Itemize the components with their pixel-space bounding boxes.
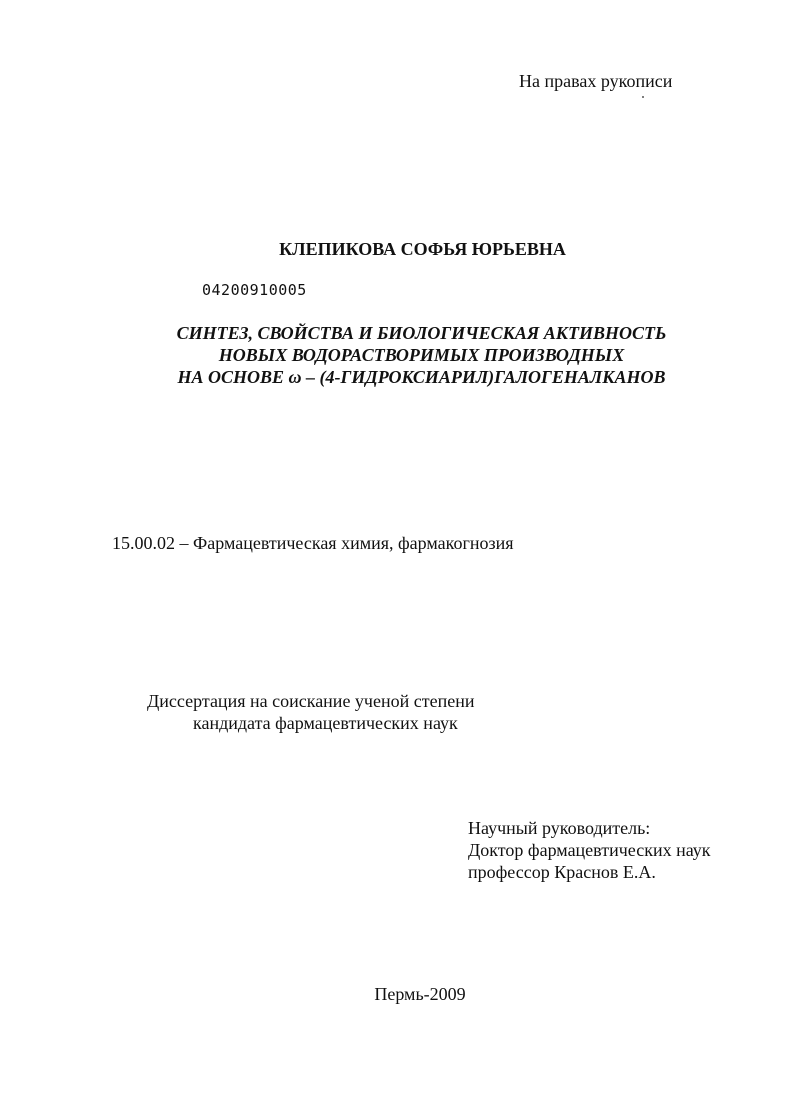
degree-statement — [147, 690, 474, 734]
author-name: КЛЕПИКОВА СОФЬЯ ЮРЬЕВНА — [279, 239, 566, 259]
supervisor-degree: Доктор фармацевтических наук — [468, 840, 711, 860]
supervisor-block — [468, 817, 711, 883]
manuscript-rights-note: На правах рукописи — [519, 71, 673, 91]
title-line-3: НА ОСНОВЕ ω – (4-ГИДРОКСИАРИЛ)ГАЛОГЕНАЛКАНОВ — [177, 367, 666, 387]
title-line-1: СИНТЕЗ, СВОЙСТВА И БИОЛОГИЧЕСКАЯ АКТИВНОСТЬ — [176, 323, 667, 343]
registration-number: 04200910005 — [202, 281, 307, 299]
supervisor-name: профессор Краснов Е.А. — [468, 862, 656, 882]
supervisor-label: Научный руководитель: — [468, 818, 651, 838]
city-year: Пермь-2009 — [374, 984, 466, 1004]
dissertation-title — [0, 322, 795, 388]
scan-speck — [642, 96, 644, 98]
title-line-2: НОВЫХ ВОДОРАСТВОРИМЫХ ПРОИЗВОДНЫХ — [218, 345, 625, 365]
degree-line-1: Диссертация на соискание ученой степени — [147, 691, 475, 711]
degree-line-2: кандидата фармацевтических наук — [193, 713, 458, 733]
specialty-code: 15.00.02 – Фармацевтическая химия, фармакогнозия — [112, 533, 514, 553]
